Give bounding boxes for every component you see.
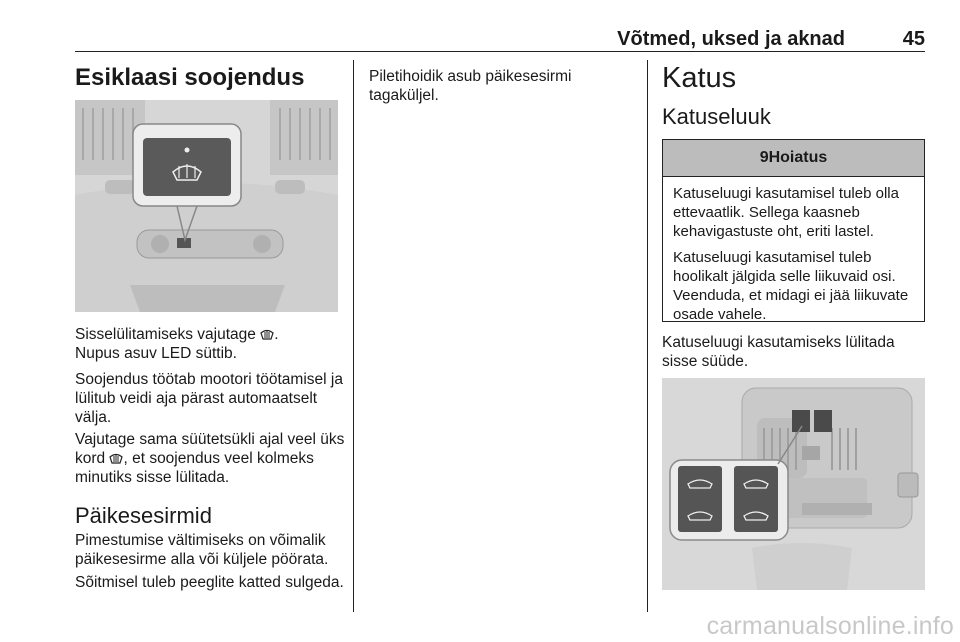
section-heading-roof: Katus xyxy=(662,62,737,94)
warning-box xyxy=(662,139,925,322)
windscreen-heating-icon xyxy=(260,329,274,340)
warning-title: 9Hoiatus xyxy=(663,140,924,177)
chapter-title: Võtmed, uksed ja aknad xyxy=(617,28,845,50)
paragraph-press-again: Vajutage sama süütetsükli ajal veel üks kord , et soojendus veel kolmeks minutiks sisse lülitada. xyxy=(75,431,345,486)
paragraph-ignition: Katuseluugi kasutamiseks lülitada sisse süüde. xyxy=(662,334,895,370)
warning-paragraph-2: Katuseluugi kasutamisel tuleb hoolikalt jälgida selle liikuvaid osi. Veenduda, et midagi ei jää liikuvate osade vahele. xyxy=(673,249,909,323)
page-header xyxy=(75,26,925,52)
paragraph-sun-visors: Pimestumise vältimiseks on võimalik päikesesirme alla või küljele pöörata. xyxy=(75,532,329,568)
windscreen-heating-button-photo xyxy=(75,100,338,312)
sunroof-switch-photo xyxy=(662,378,925,590)
page-number: 45 xyxy=(902,28,925,50)
warning-body xyxy=(663,177,924,324)
paragraph-mirror-covers: Sõitmisel tuleb peeglite katted sulgeda. xyxy=(75,574,344,591)
roof-console-illustration xyxy=(662,378,925,590)
section-heading-windscreen-heating: Esiklaasi soojendus xyxy=(75,64,305,91)
section-subheading-sunroof: Katuseluuk xyxy=(662,104,771,129)
warning-paragraph-1: Katuseluugi kasutamisel tuleb olla ettevaatlik. Sellega kaasneb kehavigastuste oht, eriti lastel. xyxy=(673,185,899,240)
dashboard-illustration xyxy=(75,100,338,312)
column-divider-1 xyxy=(353,60,354,612)
watermark: carmanualsonline.info xyxy=(706,612,954,640)
paragraph-heating-operation: Soojendus töötab mootori töötamisel ja lülitub veidi aja pärast automaatselt välja. xyxy=(75,371,343,426)
section-heading-sun-visors: Päikesesirmid xyxy=(75,503,212,528)
windscreen-heating-icon xyxy=(109,453,123,464)
column-divider-2 xyxy=(647,60,648,612)
paragraph-switch-on: Sisselülitamiseks vajutage . Nupus asuv LED süttib. xyxy=(75,326,279,362)
paragraph-ticket-holder: Piletihoidik asub päikesesirmi tagaküljel. xyxy=(369,68,572,104)
